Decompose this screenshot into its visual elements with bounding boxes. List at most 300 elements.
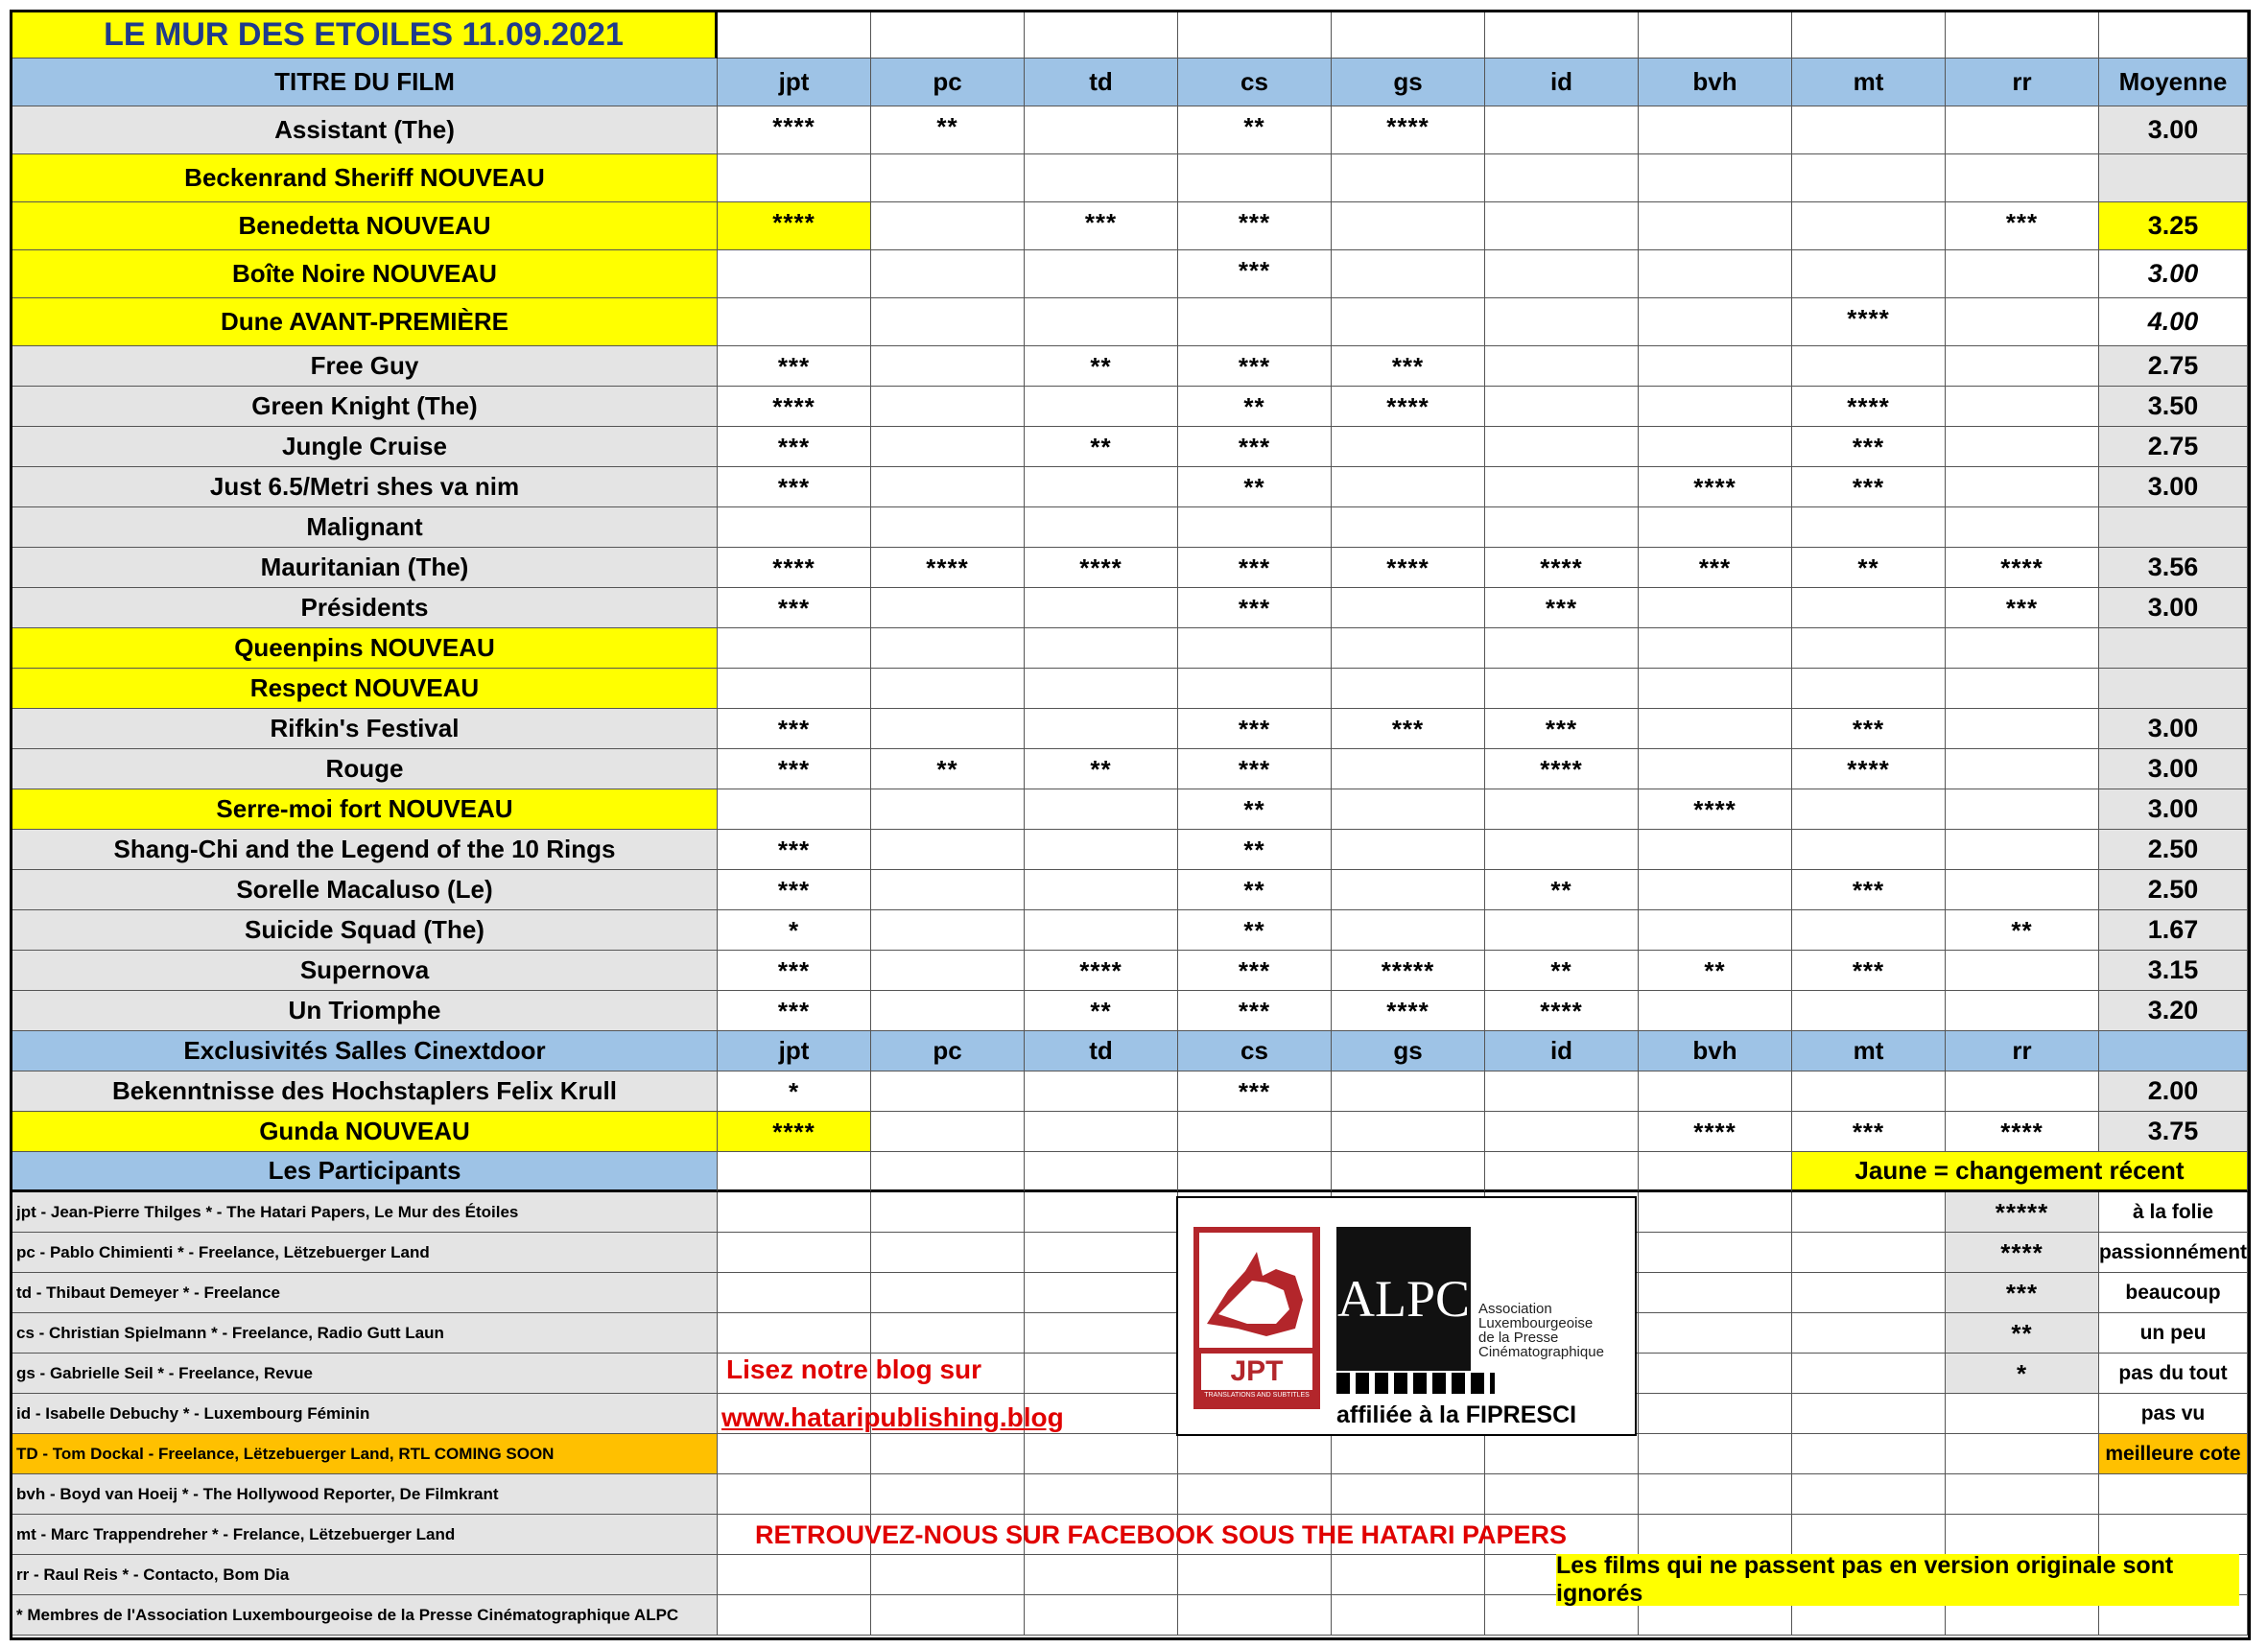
rating-cell[interactable]: *** — [1178, 346, 1332, 387]
rating-cell[interactable] — [1792, 1071, 1946, 1112]
rating-cell[interactable] — [871, 669, 1025, 709]
rating-cell[interactable] — [871, 1112, 1025, 1152]
rating-cell[interactable] — [1332, 830, 1485, 870]
rating-cell[interactable] — [1946, 387, 2099, 427]
rating-cell[interactable] — [1485, 154, 1639, 202]
rating-cell[interactable] — [871, 588, 1025, 628]
rating-cell[interactable] — [1485, 507, 1639, 548]
rating-cell[interactable]: *** — [1946, 588, 2099, 628]
rating-cell[interactable]: * — [718, 1071, 871, 1112]
film-title[interactable]: Supernova — [12, 951, 718, 991]
film-title[interactable]: Un Triomphe — [12, 991, 718, 1031]
rating-cell[interactable]: ** — [1792, 548, 1946, 588]
rating-cell[interactable]: **** — [1332, 387, 1485, 427]
rating-cell[interactable]: *** — [718, 467, 871, 507]
rating-cell[interactable] — [1639, 202, 1792, 250]
excl-critic-td: td — [1025, 1031, 1178, 1071]
empty-cell — [1792, 1192, 1946, 1233]
film-title[interactable]: Benedetta NOUVEAU — [12, 202, 718, 250]
rating-cell[interactable] — [1025, 669, 1178, 709]
rating-cell[interactable] — [871, 250, 1025, 298]
rating-cell[interactable] — [1025, 1071, 1178, 1112]
empty-cell — [1332, 1152, 1485, 1192]
rating-cell[interactable] — [1639, 910, 1792, 951]
empty-cell — [871, 1474, 1025, 1515]
rating-cell[interactable] — [1178, 154, 1332, 202]
rating-cell[interactable] — [1485, 346, 1639, 387]
participant-row: pc - Pablo Chimienti * - Freelance, Lëtzebuerger Land — [12, 1233, 718, 1273]
film-title[interactable]: Beckenrand Sheriff NOUVEAU — [12, 154, 718, 202]
empty-cell — [1485, 1434, 1639, 1474]
film-title[interactable]: Bekenntnisse des Hochstaplers Felix Krull — [12, 1071, 718, 1112]
average-cell — [2099, 154, 2248, 202]
rating-cell[interactable] — [1025, 507, 1178, 548]
rating-cell[interactable] — [1485, 106, 1639, 154]
rating-cell[interactable]: *** — [1332, 346, 1485, 387]
rating-cell[interactable] — [1332, 154, 1485, 202]
film-title[interactable]: Mauritanian (The) — [12, 548, 718, 588]
rating-cell[interactable] — [1332, 870, 1485, 910]
rating-cell[interactable] — [871, 154, 1025, 202]
rating-cell[interactable] — [718, 154, 871, 202]
rating-cell[interactable] — [1946, 1071, 2099, 1112]
rating-cell[interactable] — [1485, 250, 1639, 298]
rating-cell[interactable] — [718, 250, 871, 298]
empty-cell — [871, 1313, 1025, 1354]
rating-cell[interactable]: *** — [1639, 548, 1792, 588]
header-critic-gs: gs — [1332, 59, 1485, 106]
rating-cell[interactable] — [1792, 250, 1946, 298]
rating-cell[interactable] — [1792, 628, 1946, 669]
rating-cell[interactable] — [871, 467, 1025, 507]
rating-cell[interactable] — [1639, 427, 1792, 467]
rating-cell[interactable]: *** — [718, 588, 871, 628]
rating-cell[interactable] — [1639, 991, 1792, 1031]
rating-cell[interactable]: *** — [1178, 709, 1332, 749]
rating-cell[interactable]: *** — [1485, 709, 1639, 749]
empty-cell — [1025, 1354, 1178, 1394]
rating-cell[interactable] — [871, 709, 1025, 749]
rating-cell[interactable]: ** — [1178, 387, 1332, 427]
rating-cell[interactable]: **** — [1332, 548, 1485, 588]
rating-cell[interactable]: ** — [1946, 910, 2099, 951]
rating-cell[interactable] — [1485, 830, 1639, 870]
excl-average-empty — [2099, 1031, 2248, 1071]
rating-cell[interactable] — [1025, 910, 1178, 951]
rating-cell[interactable]: **** — [718, 387, 871, 427]
rating-cell[interactable]: **** — [718, 202, 871, 250]
film-title[interactable]: Rouge — [12, 749, 718, 789]
rating-cell[interactable] — [871, 346, 1025, 387]
rating-cell[interactable] — [1025, 106, 1178, 154]
rating-cell[interactable]: *** — [1792, 467, 1946, 507]
rating-cell[interactable] — [1946, 709, 2099, 749]
rating-cell[interactable] — [871, 387, 1025, 427]
rating-cell[interactable]: **** — [1332, 106, 1485, 154]
rating-cell[interactable] — [1946, 250, 2099, 298]
average-cell: 2.75 — [2099, 427, 2248, 467]
rating-cell[interactable] — [1639, 669, 1792, 709]
empty-cell — [1025, 1192, 1178, 1233]
average-cell: 2.00 — [2099, 1071, 2248, 1112]
rating-cell[interactable]: ** — [871, 106, 1025, 154]
film-title[interactable]: Suicide Squad (The) — [12, 910, 718, 951]
empty-cell — [1639, 12, 1792, 59]
rating-cell[interactable] — [1332, 202, 1485, 250]
rating-cell[interactable] — [1332, 298, 1485, 346]
rating-cell[interactable] — [1178, 507, 1332, 548]
film-title[interactable]: Sorelle Macaluso (Le) — [12, 870, 718, 910]
rating-cell[interactable]: ** — [1178, 910, 1332, 951]
rating-cell[interactable] — [871, 991, 1025, 1031]
rating-cell[interactable] — [1792, 910, 1946, 951]
rating-cell[interactable] — [1025, 467, 1178, 507]
rating-cell[interactable] — [1025, 1112, 1178, 1152]
empty-cell — [1025, 1434, 1178, 1474]
rating-cell[interactable] — [1178, 1112, 1332, 1152]
film-title[interactable]: Présidents — [12, 588, 718, 628]
rating-cell[interactable] — [1639, 298, 1792, 346]
film-title[interactable]: Assistant (The) — [12, 106, 718, 154]
average-cell: 3.50 — [2099, 387, 2248, 427]
rating-cell[interactable] — [1178, 669, 1332, 709]
film-title[interactable]: Jungle Cruise — [12, 427, 718, 467]
rating-cell[interactable]: *** — [1178, 951, 1332, 991]
empty-cell — [718, 1152, 871, 1192]
empty-cell — [871, 12, 1025, 59]
rating-cell[interactable]: **** — [718, 106, 871, 154]
average-cell: 3.25 — [2099, 202, 2248, 250]
rating-cell[interactable]: *** — [718, 427, 871, 467]
rating-cell[interactable]: *** — [1792, 709, 1946, 749]
rating-cell[interactable] — [871, 202, 1025, 250]
rating-cell[interactable]: *** — [1332, 709, 1485, 749]
rating-cell[interactable] — [1332, 588, 1485, 628]
rating-cell[interactable] — [1332, 669, 1485, 709]
rating-cell[interactable]: **** — [1332, 991, 1485, 1031]
average-cell: 1.67 — [2099, 910, 2248, 951]
legend-stars: ** — [1946, 1313, 2099, 1354]
average-cell: 3.00 — [2099, 467, 2248, 507]
rating-cell[interactable]: **** — [1946, 1112, 2099, 1152]
rating-cell[interactable] — [1639, 709, 1792, 749]
rating-cell[interactable]: *** — [1025, 202, 1178, 250]
rating-cell[interactable]: ** — [1025, 991, 1178, 1031]
rating-cell[interactable] — [871, 951, 1025, 991]
rating-cell[interactable]: ** — [1178, 830, 1332, 870]
film-title[interactable]: Respect NOUVEAU — [12, 669, 718, 709]
rating-cell[interactable] — [871, 427, 1025, 467]
rating-cell[interactable]: **** — [871, 548, 1025, 588]
film-title[interactable]: Green Knight (The) — [12, 387, 718, 427]
rating-cell[interactable]: ** — [1485, 951, 1639, 991]
rating-cell[interactable]: **** — [1025, 548, 1178, 588]
rating-cell[interactable] — [1792, 669, 1946, 709]
rating-cell[interactable] — [1639, 507, 1792, 548]
rating-cell[interactable]: *** — [718, 951, 871, 991]
empty-cell — [718, 1474, 871, 1515]
rating-cell[interactable] — [1792, 154, 1946, 202]
rating-cell[interactable] — [718, 789, 871, 830]
rating-cell[interactable]: ** — [871, 749, 1025, 789]
legend-label: pas du tout — [2099, 1354, 2248, 1394]
film-title[interactable]: Free Guy — [12, 346, 718, 387]
rating-cell[interactable] — [1946, 870, 2099, 910]
rating-cell[interactable]: *** — [1178, 749, 1332, 789]
rating-cell[interactable]: *** — [718, 830, 871, 870]
excl-critic-mt: mt — [1792, 1031, 1946, 1071]
rating-cell[interactable]: ** — [1178, 789, 1332, 830]
header-critic-pc: pc — [871, 59, 1025, 106]
rating-cell[interactable]: ** — [1025, 346, 1178, 387]
rating-cell[interactable]: *** — [718, 870, 871, 910]
rating-cell[interactable] — [1792, 789, 1946, 830]
rating-cell[interactable] — [1332, 250, 1485, 298]
empty-cell — [1025, 1474, 1178, 1515]
rating-cell[interactable] — [1946, 298, 2099, 346]
rating-cell[interactable] — [1025, 387, 1178, 427]
jpt-logo — [1193, 1227, 1320, 1409]
rating-cell[interactable] — [1332, 628, 1485, 669]
rating-cell[interactable]: ** — [1025, 427, 1178, 467]
rating-cell[interactable] — [1025, 298, 1178, 346]
rating-cell[interactable]: *** — [1178, 548, 1332, 588]
rating-cell[interactable] — [1792, 202, 1946, 250]
rating-cell[interactable]: *** — [1485, 588, 1639, 628]
rating-cell[interactable]: *** — [1792, 951, 1946, 991]
participant-row: TD - Tom Dockal - Freelance, Lëtzebuerger Land, RTL COMING SOON — [12, 1434, 718, 1474]
empty-cell — [1025, 1152, 1178, 1192]
rating-cell[interactable] — [1025, 628, 1178, 669]
rating-cell[interactable]: **** — [1639, 1112, 1792, 1152]
rating-cell[interactable] — [1025, 154, 1178, 202]
empty-cell — [1332, 1595, 1485, 1636]
rating-cell[interactable] — [871, 628, 1025, 669]
rating-cell[interactable]: *** — [1792, 1112, 1946, 1152]
participant-row: td - Thibaut Demeyer * - Freelance — [12, 1273, 718, 1313]
average-cell: 3.00 — [2099, 749, 2248, 789]
rating-cell[interactable]: **** — [1485, 749, 1639, 789]
legend-stars: **** — [1946, 1233, 2099, 1273]
film-title[interactable]: Just 6.5/Metri shes va nim — [12, 467, 718, 507]
rating-cell[interactable]: **** — [1639, 789, 1792, 830]
rating-cell[interactable] — [1025, 870, 1178, 910]
rating-cell[interactable] — [1946, 951, 2099, 991]
rating-cell[interactable] — [1025, 588, 1178, 628]
rating-cell[interactable]: ** — [1178, 467, 1332, 507]
rating-cell[interactable] — [1946, 507, 2099, 548]
rating-cell[interactable]: ***** — [1332, 951, 1485, 991]
rating-cell[interactable] — [1639, 1071, 1792, 1112]
rating-cell[interactable] — [718, 628, 871, 669]
rating-cell[interactable] — [1485, 387, 1639, 427]
rating-cell[interactable] — [1946, 830, 2099, 870]
rating-cell[interactable]: *** — [1178, 427, 1332, 467]
rating-cell[interactable]: *** — [1178, 202, 1332, 250]
rating-cell[interactable] — [1639, 346, 1792, 387]
rating-cell[interactable] — [1792, 106, 1946, 154]
rating-cell[interactable] — [1792, 830, 1946, 870]
rating-cell[interactable] — [1332, 427, 1485, 467]
rating-cell[interactable] — [1639, 387, 1792, 427]
rating-cell[interactable]: *** — [718, 346, 871, 387]
rating-cell[interactable] — [1485, 467, 1639, 507]
rating-cell[interactable] — [1792, 507, 1946, 548]
rating-cell[interactable]: ** — [1485, 870, 1639, 910]
rating-cell[interactable]: *** — [1792, 427, 1946, 467]
rating-cell[interactable] — [1025, 250, 1178, 298]
rating-cell[interactable] — [1792, 346, 1946, 387]
rating-cell[interactable] — [1792, 991, 1946, 1031]
jpt-logo-text: JPT — [1201, 1354, 1312, 1390]
average-cell — [2099, 507, 2248, 548]
rating-cell[interactable]: **** — [718, 548, 871, 588]
rating-cell[interactable] — [1946, 467, 2099, 507]
rating-cell[interactable] — [1946, 991, 2099, 1031]
participant-row: jpt - Jean-Pierre Thilges * - The Hatari Papers, Le Mur des Étoiles — [12, 1192, 718, 1233]
average-cell: 3.00 — [2099, 709, 2248, 749]
rating-cell[interactable] — [1485, 1112, 1639, 1152]
rating-cell[interactable] — [1946, 749, 2099, 789]
rating-cell[interactable]: ** — [1639, 951, 1792, 991]
rating-cell[interactable]: **** — [1792, 387, 1946, 427]
rating-cell[interactable] — [1332, 789, 1485, 830]
rating-cell[interactable]: ** — [1178, 870, 1332, 910]
rating-cell[interactable]: *** — [1178, 1071, 1332, 1112]
rating-cell[interactable] — [1946, 789, 2099, 830]
rating-cell[interactable] — [871, 1071, 1025, 1112]
rating-cell[interactable] — [1485, 628, 1639, 669]
rating-cell[interactable]: **** — [1946, 548, 2099, 588]
film-title[interactable]: Dune AVANT-PREMIÈRE — [12, 298, 718, 346]
rating-cell[interactable] — [1332, 467, 1485, 507]
rating-cell[interactable] — [718, 669, 871, 709]
empty-cell — [1792, 12, 1946, 59]
empty-cell — [1025, 1313, 1178, 1354]
rating-cell[interactable]: **** — [1792, 749, 1946, 789]
empty-cell — [1485, 1474, 1639, 1515]
rating-cell[interactable] — [1639, 588, 1792, 628]
rating-cell[interactable]: ** — [1025, 749, 1178, 789]
jpt-logo-subtitle: TRANSLATIONS AND SUBTITLES — [1204, 1392, 1310, 1399]
film-title[interactable]: Boîte Noire NOUVEAU — [12, 250, 718, 298]
film-title[interactable]: Shang-Chi and the Legend of the 10 Rings — [12, 830, 718, 870]
empty-cell — [871, 1273, 1025, 1313]
rating-cell[interactable]: **** — [1485, 548, 1639, 588]
alpc-logo — [1336, 1227, 1624, 1428]
rating-cell[interactable] — [1025, 709, 1178, 749]
excl-critic-bvh: bvh — [1639, 1031, 1792, 1071]
rating-cell[interactable] — [718, 507, 871, 548]
rating-cell[interactable] — [1485, 669, 1639, 709]
rating-cell[interactable]: ** — [1178, 106, 1332, 154]
rating-cell[interactable] — [1792, 588, 1946, 628]
rating-cell[interactable] — [718, 298, 871, 346]
empty-cell — [718, 1313, 871, 1354]
rating-cell[interactable] — [1025, 830, 1178, 870]
rating-cell[interactable]: **** — [1485, 991, 1639, 1031]
rating-cell[interactable]: *** — [718, 991, 871, 1031]
rating-cell[interactable] — [871, 789, 1025, 830]
rating-cell[interactable] — [1639, 870, 1792, 910]
rating-cell[interactable]: *** — [1792, 870, 1946, 910]
rating-cell[interactable] — [1485, 298, 1639, 346]
rating-cell[interactable] — [1178, 628, 1332, 669]
rating-cell[interactable] — [1639, 830, 1792, 870]
rating-cell[interactable] — [1639, 250, 1792, 298]
film-title[interactable]: Serre-moi fort NOUVEAU — [12, 789, 718, 830]
rating-cell[interactable] — [1332, 749, 1485, 789]
rating-cell[interactable] — [1485, 789, 1639, 830]
rating-cell[interactable] — [1332, 910, 1485, 951]
rating-cell[interactable] — [1332, 1071, 1485, 1112]
film-title[interactable]: Malignant — [12, 507, 718, 548]
empty-cell — [1639, 1152, 1792, 1192]
rating-cell[interactable] — [1332, 507, 1485, 548]
empty-cell — [1792, 1474, 1946, 1515]
film-title[interactable]: Rifkin's Festival — [12, 709, 718, 749]
film-title[interactable]: Gunda NOUVEAU — [12, 1112, 718, 1152]
rating-cell[interactable] — [1025, 789, 1178, 830]
rating-cell[interactable] — [871, 830, 1025, 870]
rating-cell[interactable] — [1946, 427, 2099, 467]
rating-cell[interactable] — [1946, 346, 2099, 387]
rating-cell[interactable] — [871, 507, 1025, 548]
rating-cell[interactable] — [1485, 202, 1639, 250]
participant-row: rr - Raul Reis * - Contacto, Bom Dia — [12, 1555, 718, 1595]
average-cell: 3.00 — [2099, 250, 2248, 298]
rating-cell[interactable] — [871, 298, 1025, 346]
empty-cell — [1332, 1434, 1485, 1474]
rating-cell[interactable]: *** — [1946, 202, 2099, 250]
rating-cell[interactable] — [1332, 1112, 1485, 1152]
empty-cell — [1946, 1515, 2099, 1555]
rating-cell[interactable] — [1485, 427, 1639, 467]
rating-cell[interactable]: **** — [1792, 298, 1946, 346]
rating-cell[interactable] — [1946, 628, 2099, 669]
rating-cell[interactable] — [1639, 628, 1792, 669]
excl-critic-gs: gs — [1332, 1031, 1485, 1071]
rating-cell[interactable] — [1639, 106, 1792, 154]
rating-cell[interactable] — [1946, 669, 2099, 709]
header-critic-mt: mt — [1792, 59, 1946, 106]
rating-cell[interactable]: *** — [718, 709, 871, 749]
rating-cell[interactable] — [1946, 106, 2099, 154]
header-critic-cs: cs — [1178, 59, 1332, 106]
rating-cell[interactable]: *** — [718, 749, 871, 789]
rating-cell[interactable]: *** — [1178, 250, 1332, 298]
rating-cell[interactable] — [1485, 910, 1639, 951]
rating-cell[interactable]: * — [718, 910, 871, 951]
average-cell: 3.56 — [2099, 548, 2248, 588]
rating-cell[interactable] — [1639, 749, 1792, 789]
rating-cell[interactable]: **** — [1639, 467, 1792, 507]
rating-cell[interactable]: *** — [1178, 588, 1332, 628]
blog-link[interactable]: www.hataripublishing.blog — [721, 1402, 1064, 1432]
rating-cell[interactable] — [1639, 154, 1792, 202]
rating-cell[interactable]: *** — [1178, 991, 1332, 1031]
rating-cell[interactable]: **** — [1025, 951, 1178, 991]
alpc-line: de la Presse — [1478, 1330, 1559, 1346]
rating-cell[interactable]: **** — [718, 1112, 871, 1152]
rating-cell[interactable] — [1178, 298, 1332, 346]
empty-cell — [1639, 1313, 1792, 1354]
rating-cell[interactable] — [1485, 1071, 1639, 1112]
film-title[interactable]: Queenpins NOUVEAU — [12, 628, 718, 669]
rating-cell[interactable] — [871, 870, 1025, 910]
rating-cell[interactable] — [1946, 154, 2099, 202]
rating-cell[interactable] — [871, 910, 1025, 951]
